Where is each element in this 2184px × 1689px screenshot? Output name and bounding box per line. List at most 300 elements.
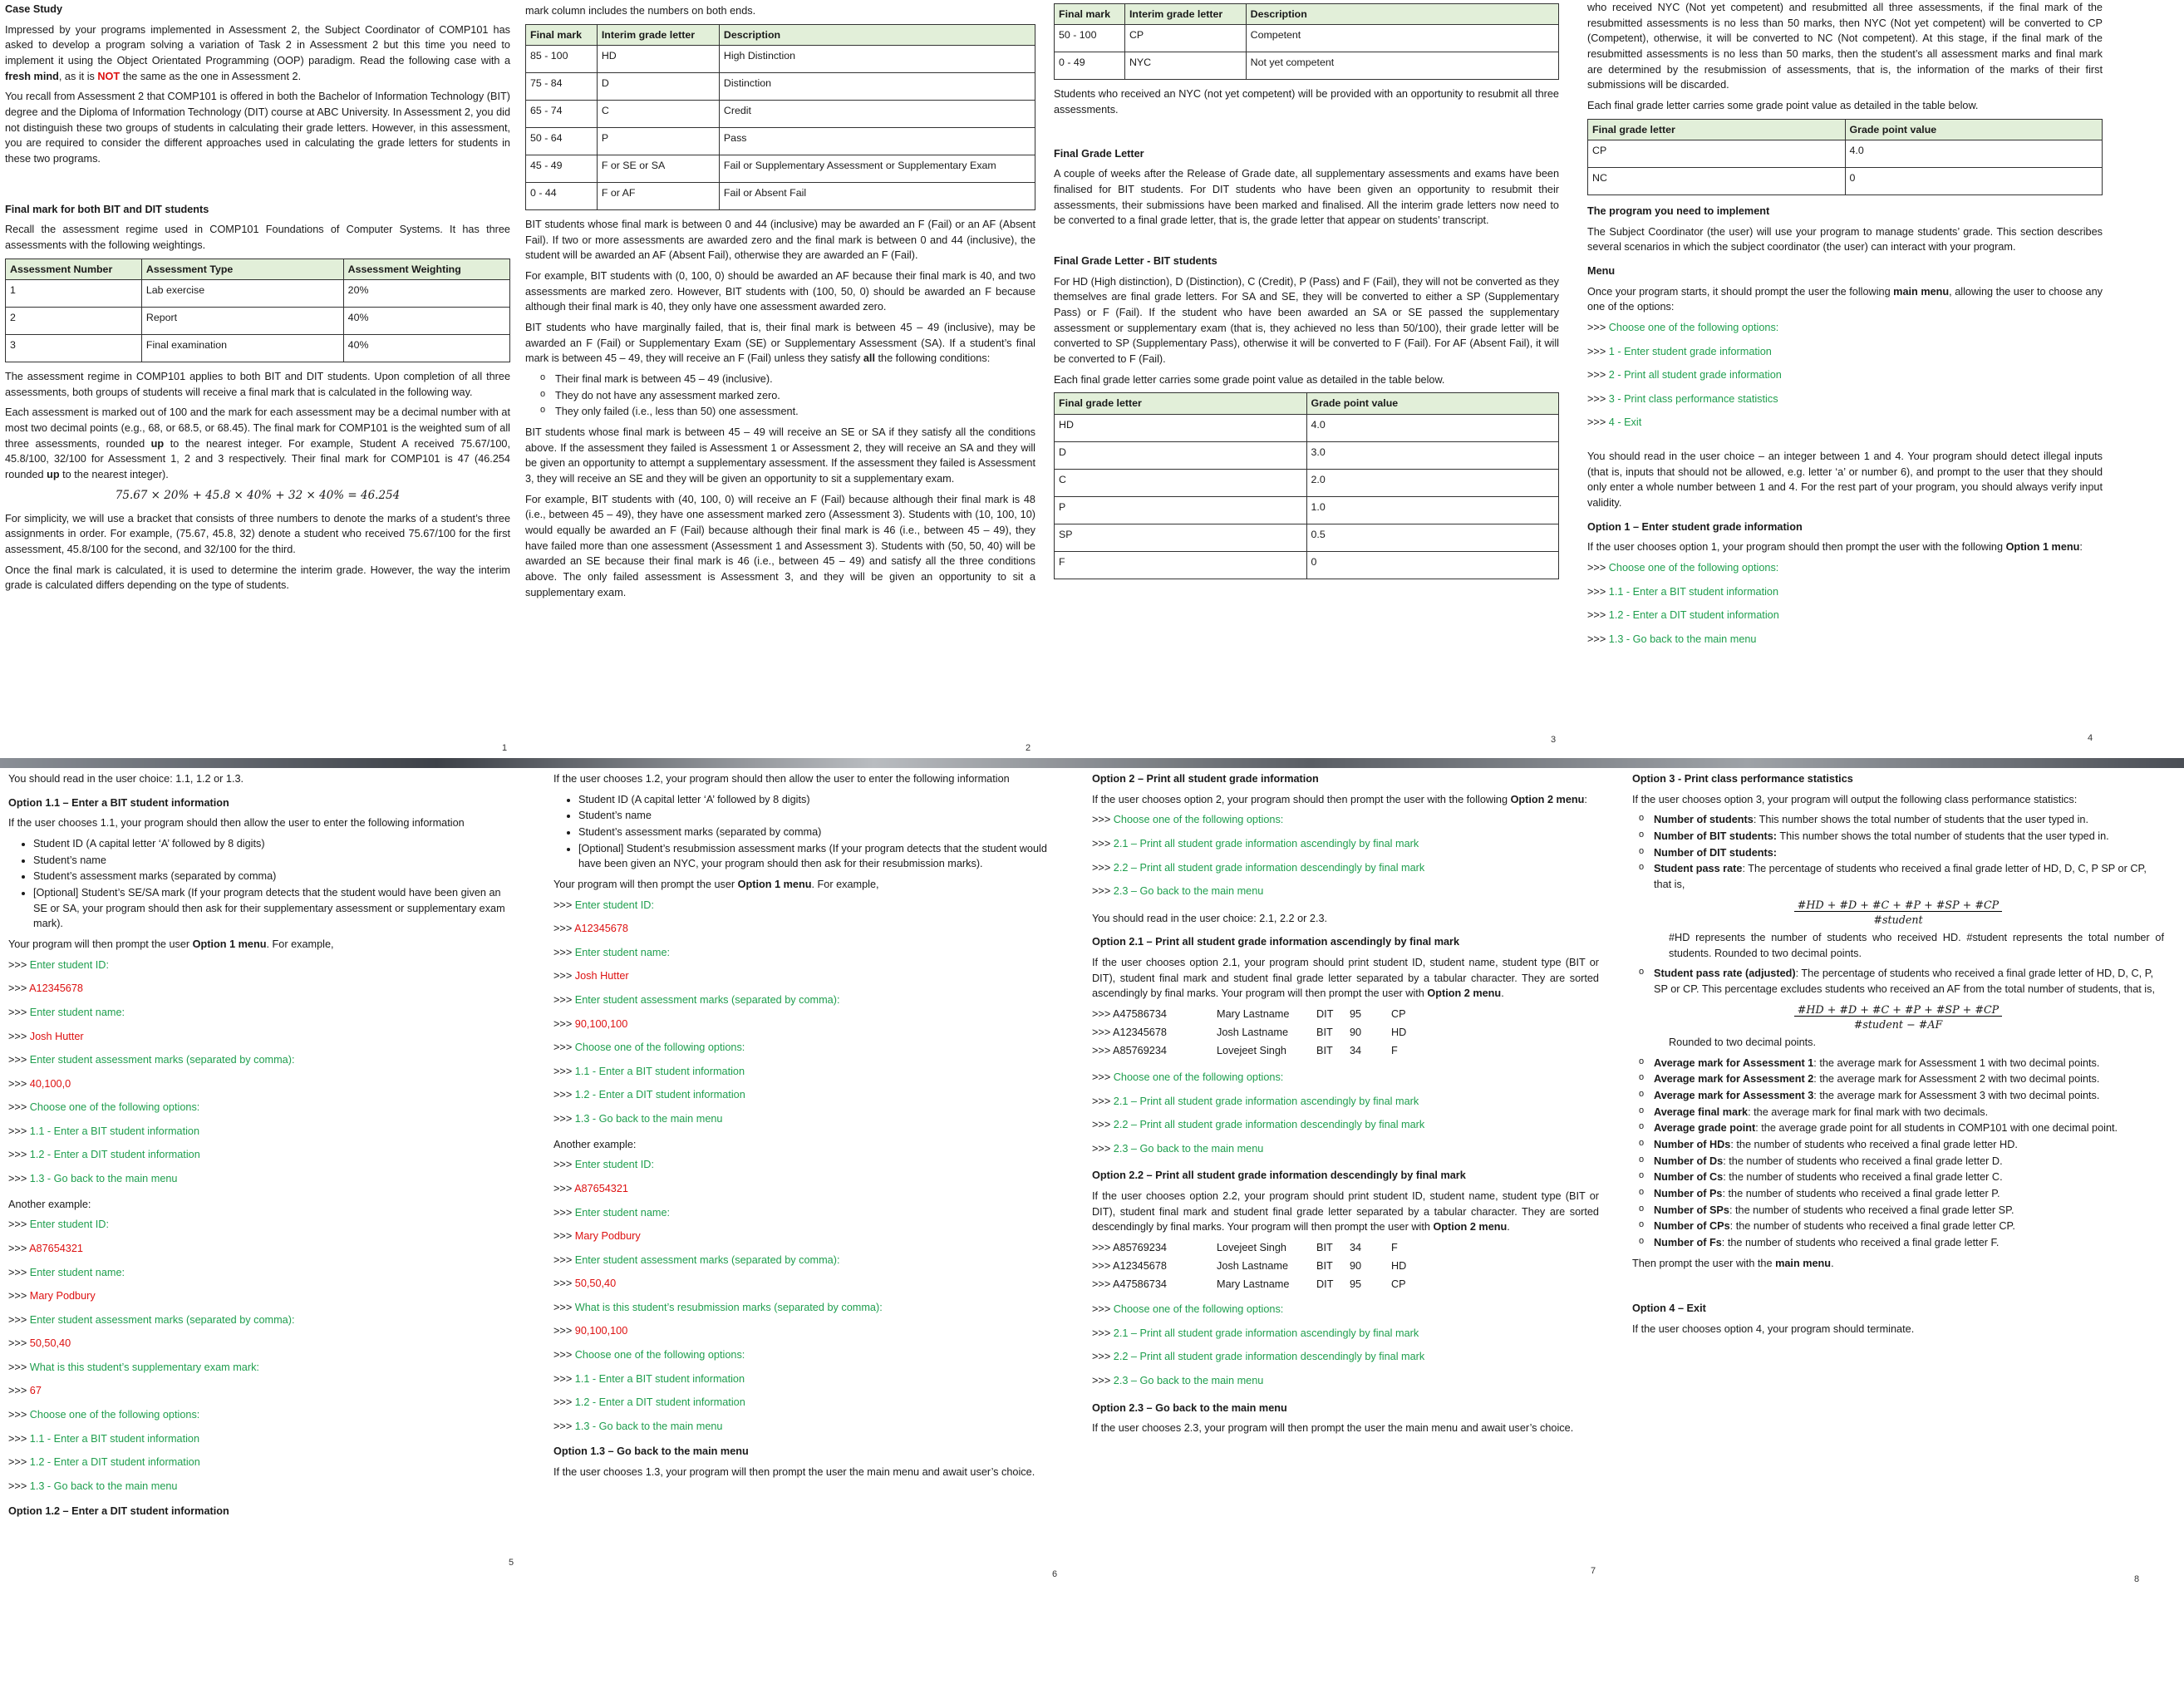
console-line xyxy=(1587,584,2103,608)
stat-desc: : the number of students who received a final grade letter F. xyxy=(1721,1237,2000,1249)
console-prompt: >>> xyxy=(1092,1374,1114,1386)
stat-label: Number of Ps xyxy=(1654,1188,1723,1200)
console-prompt: >>> xyxy=(1587,585,1609,598)
option-2-1-paragraph: If the user chooses option 2.1, your program should print student ID, student name, student type (BIT or DIT), student final mark and student final grade letter separated by a tabular character. They are sorted ascendingly by final marks. Your program will then prompt the user with Option 2 menu. xyxy=(1092,957,1599,1000)
stat-desc: This number shows the total number of students that the user typed in. xyxy=(1777,830,2109,843)
option-1-menu-listing xyxy=(1587,560,2103,655)
console-text: A87654321 xyxy=(574,1182,628,1194)
console-line xyxy=(553,1253,1060,1277)
table-cell: Fail or Absent Fail xyxy=(719,182,1035,209)
console-line xyxy=(8,1455,515,1479)
console-text: Enter student ID: xyxy=(574,1159,654,1171)
output-cell: 34 xyxy=(1350,1045,1362,1057)
page-number: 6 xyxy=(1052,1569,1058,1579)
option-1-2-paragraph: If the user chooses 1.2, your program should then allow the user to enter the following information xyxy=(553,773,1010,785)
console-line xyxy=(553,1040,1060,1064)
stat-item xyxy=(1639,861,2164,892)
table-row xyxy=(1055,25,1559,52)
console-text: A12345678 xyxy=(574,923,628,935)
table-cell: HD xyxy=(1055,414,1307,441)
stat-desc: : the average mark for Assessment 3 with two decimal points. xyxy=(1813,1090,2100,1102)
table-cell: 50 - 100 xyxy=(1055,25,1125,52)
console-text: 1.2 - Enter a DIT student information xyxy=(1608,609,1779,622)
stat-desc: : the number of students who received a final grade letter CP. xyxy=(1729,1220,2015,1233)
stat-item xyxy=(1639,1235,2164,1251)
table-header-cell: Interim grade letter xyxy=(1124,4,1246,25)
console-line xyxy=(553,898,1060,922)
output-cell: Mary Lastname xyxy=(1217,1278,1290,1291)
table-cell: 40% xyxy=(343,307,509,334)
console-text: Enter student assessment marks (separated by comma): xyxy=(29,1313,295,1326)
dit-grade-table xyxy=(1054,3,1559,80)
page-number: 2 xyxy=(1026,743,1031,753)
table-header-row xyxy=(6,259,510,279)
option-3-heading: Option 3 - Print class performance statistics xyxy=(1632,773,1853,785)
console-prompt: >>> xyxy=(8,1149,30,1161)
list-item: • [Optional] Student’s SE/SA mark (If your program detects that the student would have been given an SE or SA, your program should then ask for their supplementary assessment or supplementary exam mark). xyxy=(33,885,515,932)
dit-grade-point-table xyxy=(1587,119,2103,195)
table-cell: 20% xyxy=(343,279,509,307)
console-line xyxy=(8,1217,515,1241)
console-text: 1.2 - Enter a DIT student information xyxy=(29,1456,200,1469)
table-cell: SP xyxy=(1055,524,1307,551)
example-1-listing xyxy=(8,958,515,1195)
console-line xyxy=(8,1076,515,1101)
console-line xyxy=(1092,812,1599,836)
console-line xyxy=(8,1407,515,1431)
dit-info-list xyxy=(578,792,1060,872)
console-text: Mary Podbury xyxy=(574,1230,641,1243)
console-prompt: >>> xyxy=(8,1219,30,1231)
console-line xyxy=(553,1419,1060,1443)
option-1-paragraph: If the user chooses option 1, your program should then prompt the user with the following Option 1 menu: xyxy=(1587,541,2083,554)
console-text: 2 - Print all student grade information xyxy=(1608,369,1782,382)
console-text: A87654321 xyxy=(29,1242,83,1254)
table-header-cell: Description xyxy=(1246,4,1558,25)
console-line xyxy=(8,1147,515,1171)
console-line xyxy=(1092,860,1599,884)
console-line xyxy=(553,945,1060,969)
stat-item xyxy=(1639,812,2164,828)
pass-rate-formula: $\frac{\#HD + \#D + \#C + \#P + \#SP + \#CP}{\text{\#student}}$ xyxy=(1632,898,2164,928)
console-line xyxy=(8,958,515,982)
stat-item xyxy=(1639,845,2164,861)
table-cell: 0 xyxy=(1306,551,1559,579)
page-number: 5 xyxy=(509,1558,514,1568)
gpv-paragraph: Each final grade letter carries some grade point value as detailed in the table below. xyxy=(1054,373,1445,386)
console-text: Choose one of the following options: xyxy=(1113,1303,1284,1316)
bit-af-example: For example, BIT students with (0, 100, 0) should be awarded an AF because their final mark is 40, and two assessments are marked zero. However, BIT students with (100, 50, 0) should be awarded an F because although their final mark is 40, they only have one assessment awarded zero. xyxy=(525,269,1035,313)
table-cell: 1 xyxy=(6,279,142,307)
table-header-cell: Description xyxy=(719,24,1035,45)
stat-item xyxy=(1639,1056,2164,1071)
table-header-row xyxy=(1055,393,1559,414)
console-prompt: >>> xyxy=(1587,561,1609,574)
console-line xyxy=(8,1124,515,1148)
table-row xyxy=(1055,524,1559,551)
console-line xyxy=(8,1171,515,1195)
page-6 xyxy=(545,768,1069,1583)
console-line xyxy=(1092,1070,1599,1094)
console-prompt: >>> xyxy=(8,1242,30,1254)
page-number: 8 xyxy=(2134,1574,2140,1583)
console-text: 1.3 - Go back to the main menu xyxy=(29,1480,178,1492)
top-line: mark column includes the numbers on both ends. xyxy=(525,5,756,17)
list-item: • [Optional] Student’s resubmission assessment marks (If your program detects that the student would have been given an NYC, your program should then ask for their resubmission marks). xyxy=(578,841,1060,872)
stat-desc: : the average grade point for all students in COMP101 with one decimal point. xyxy=(1755,1122,2118,1135)
page-number: 4 xyxy=(2088,733,2093,743)
console-prompt: >>> xyxy=(553,1113,575,1125)
output-cell: Josh Lastname xyxy=(1217,1027,1289,1039)
table-header-cell: Assessment Type xyxy=(141,259,343,279)
console-line xyxy=(1092,1326,1599,1350)
table-row xyxy=(526,155,1035,182)
table-header-row xyxy=(1588,119,2103,140)
console-prompt: >>> xyxy=(553,1182,575,1194)
console-text: 1.1 - Enter a BIT student information xyxy=(29,1125,200,1137)
output-row xyxy=(1092,1277,1599,1295)
stat-item: o Student pass rate (adjusted): The percentage of students who received a final grade letter of HD, D, C, P, SP or CP. This percentage excludes students who received an AF from the total number of students, that is, xyxy=(1639,966,2164,997)
console-line xyxy=(553,1229,1060,1253)
table-cell: Distinction xyxy=(719,72,1035,100)
console-text: Choose one of the following options: xyxy=(1113,1071,1284,1084)
table-cell: Pass xyxy=(719,127,1035,155)
output-cell: DIT xyxy=(1316,1278,1334,1291)
table-cell: P xyxy=(597,127,719,155)
table-cell: Final examination xyxy=(141,334,343,362)
stat-desc: : the number of students who received a final grade letter P. xyxy=(1722,1188,2000,1200)
console-prompt: >>> xyxy=(1587,633,1609,645)
stat-desc: : This number shows the total number of students that the user typed in. xyxy=(1753,814,2089,826)
table-cell: HD xyxy=(597,45,719,72)
console-line xyxy=(1587,560,2103,584)
console-line xyxy=(553,1017,1060,1041)
menu-paragraph: Once your program starts, it should prompt the user the following main menu, allowing the user to choose any one of the options: xyxy=(1587,285,2103,313)
console-text: 1.2 - Enter a DIT student information xyxy=(29,1149,200,1161)
table-cell: 0 - 44 xyxy=(526,182,598,209)
stat-label: Number of Cs xyxy=(1654,1171,1724,1184)
output-cell: Lovejeet Singh xyxy=(1217,1242,1286,1254)
table-row xyxy=(526,100,1035,127)
bit-final-heading: Final Grade Letter - BIT students xyxy=(1054,254,1217,267)
console-prompt: >>> xyxy=(1092,1327,1114,1339)
table-row xyxy=(526,182,1035,209)
console-prompt: >>> xyxy=(553,1017,575,1030)
stat-desc: : The percentage of students who received a final grade letter of HD, D, C, P SP or CP, that is, xyxy=(1654,863,2147,891)
console-text: 1.2 - Enter a DIT student information xyxy=(574,1089,745,1101)
intro-paragraph: Impressed by your programs implemented in Assessment 2, the Subject Coordinator of COMP101 has asked to develop a program solving a variation of Task 2 in Assessment 2 but this time you need to implement it using the Object Orientated Programming (OOP) paradigm. Read the following case with a fresh mind, as it is NOT the same as the one in Assessment 2. xyxy=(5,23,510,82)
console-line xyxy=(1587,608,2103,632)
bit-af-paragraph: BIT students whose final mark is between 0 and 44 (inclusive) may be awarded an F (Fail) or an AF (Absent Fail). If two or more assessments are awarded zero and the final mark is between 0 and 44 (inclusive), the student will be awarded an AF (Absent Fail), otherwise they are awarded an F (Fail). xyxy=(525,218,1035,262)
console-text: 1.3 - Go back to the main menu xyxy=(29,1173,178,1185)
console-text: 67 xyxy=(29,1385,42,1397)
stat-item xyxy=(1639,1071,2164,1087)
bit-final-paragraph: For HD (High distinction), D (Distinction), C (Credit), P (Pass) and F (Fail), they will not be converted as they themselves are final grade letters. For SA and SE, they will be converted to either a SP (Supplementary Pass) or F (Fail). If the student who have been awarded an SA or SE passed the supplementary assessment or supplementary exam (that is, they achieved no less than 50/100), their grade letter will be converted to SP (Supplementary Pass), otherwise it will be converted to F (Fail). For AF (Absent Fail), it will be converted to F (Fail). xyxy=(1054,275,1559,365)
console-text: Enter student name: xyxy=(29,1266,125,1278)
bit-info-list xyxy=(33,836,515,932)
console-text: 50,50,40 xyxy=(574,1278,617,1290)
adjusted-pass-rate xyxy=(1639,966,2164,997)
output-cell: 95 xyxy=(1350,1278,1362,1291)
console-line xyxy=(1092,1117,1599,1141)
table-cell: 4.0 xyxy=(1306,414,1559,441)
console-line xyxy=(1092,1349,1599,1373)
stat-item xyxy=(1639,1154,2164,1169)
se-sa-paragraph: BIT students whose final mark is between 45 – 49 will receive an SE or SA if they satisfy all the conditions above. If the assessment they failed is Assessment 1 or Assessment 2, they will receive an SA and they will be given an opportunity to attempt a supplementary assessment. If the assessment they failed is Assessment 3, they will receive an SE and they will be given an opportunity to sit a supplementary exam. xyxy=(525,426,1035,485)
console-line xyxy=(553,1323,1060,1347)
intro-paragraph-2: You recall from Assessment 2 that COMP101 is offered in both the Bachelor of Information Technology (BIT) degree and the Diploma of Information Technology (DIT) course at ABC University. In Assessment 2, you did not distinguish these two groups of students in calculating their grade letters. However, in this assessment, you are required to consider the different approaches used in calculating the grade letters for students in these two programs. xyxy=(5,91,510,165)
console-line xyxy=(553,921,1060,945)
list-item: • Student ID (A capital letter ‘A’ followed by 8 digits) xyxy=(578,792,1060,808)
console-line xyxy=(8,1336,515,1360)
console-text: 1.1 - Enter a BIT student information xyxy=(1608,585,1779,598)
console-line xyxy=(8,981,515,1005)
console-prompt: >>> xyxy=(8,958,30,971)
stat-item xyxy=(1639,1088,2164,1104)
table-cell: NC xyxy=(1588,167,1846,195)
console-text: 1 - Enter student grade information xyxy=(1608,345,1772,357)
table-row xyxy=(526,72,1035,100)
se-sa-example: For example, BIT students with (40, 100, 0) will receive an F (Fail) because although their final mark is 48 (i.e., between 45 – 49), they have one assessment marked zero (Assessment 3). Students with (10, 100, 10) would equally be awarded an F (Fail) because although their final mark is 46 (i.e., between 45 – 49), they have failed more than one assessment (Assessment 1 and Assessment 3). Students with (50, 50, 40) will be awarded an SE because their final mark is 46 (i.e., between 45 – 49) and satisfy all the three conditions above. The only failed assessment is Assessment 3, and they will be given an opportunity to sit a supplementary exam. xyxy=(525,493,1035,598)
table-header-row xyxy=(1055,4,1559,25)
table-header-cell: Grade point value xyxy=(1306,393,1559,414)
final-mark-formula: 75.67 × 20% + 45.8 × 40% + 32 × 40% = 46.254 xyxy=(115,488,401,502)
output-cell: 95 xyxy=(1350,1008,1362,1021)
console-text: What is this student’s resubmission marks (separated by comma): xyxy=(574,1301,883,1313)
table-cell: Competent xyxy=(1246,25,1558,52)
console-prompt: >>> xyxy=(553,1301,575,1313)
console-line xyxy=(8,1479,515,1503)
console-line xyxy=(553,968,1060,992)
output-cell: 90 xyxy=(1350,1260,1362,1273)
console-prompt: >>> xyxy=(553,1372,575,1385)
table-row xyxy=(526,45,1035,72)
output-cell: F xyxy=(1391,1242,1398,1254)
option-2-3-heading: Option 2.3 – Go back to the main menu xyxy=(1092,1401,1287,1414)
console-text: 1.2 - Enter a DIT student information xyxy=(574,1396,745,1409)
table-row xyxy=(1055,469,1559,496)
output-cell: Josh Lastname xyxy=(1217,1260,1289,1273)
table-header-cell: Grade point value xyxy=(1845,119,2103,140)
console-prompt: >>> xyxy=(553,1230,575,1243)
list-item: • Student’s assessment marks (separated by comma) xyxy=(33,869,515,884)
table-cell: Not yet competent xyxy=(1246,52,1558,80)
table-cell: 45 - 49 xyxy=(526,155,598,182)
table-cell: CP xyxy=(1124,25,1246,52)
console-text: 2.2 – Print all student grade information descendingly by final mark xyxy=(1113,861,1425,874)
prompt-paragraph: Your program will then prompt the user Option 1 menu. For example, xyxy=(553,879,879,891)
stat-label: Average mark for Assessment 2 xyxy=(1654,1073,1814,1086)
stat-label: Average mark for Assessment 1 xyxy=(1654,1056,1814,1069)
final-mark-heading: Final mark for both BIT and DIT students xyxy=(5,203,209,215)
option-1-1-paragraph: If the user chooses 1.1, your program should then allow the user to enter the following information xyxy=(8,817,465,830)
table-cell: F or AF xyxy=(597,182,719,209)
stat-label: Number of BIT students: xyxy=(1654,830,1778,843)
console-text: 50,50,40 xyxy=(29,1337,71,1350)
table-header-cell: Assessment Weighting xyxy=(343,259,509,279)
option-2-3-paragraph: If the user chooses 2.3, your program will then prompt the user the main menu and await user’s choice. xyxy=(1092,1422,1574,1435)
console-prompt: >>> xyxy=(1092,1303,1114,1316)
console-line xyxy=(8,1383,515,1407)
output-cell: CP xyxy=(1391,1008,1406,1021)
stat-label: Number of SPs xyxy=(1654,1204,1729,1216)
list-item: • Student ID (A capital letter ‘A’ followed by 8 digits) xyxy=(33,836,515,852)
case-study-title: Case Study xyxy=(5,3,63,15)
console-prompt: >>> xyxy=(1092,814,1114,826)
stat-item xyxy=(1639,1169,2164,1185)
output-cell: BIT xyxy=(1316,1027,1333,1039)
output-cell: BIT xyxy=(1316,1260,1333,1273)
output-cell: Mary Lastname xyxy=(1217,1008,1290,1021)
table-cell: 40% xyxy=(343,334,509,362)
console-text: Enter student ID: xyxy=(574,899,654,911)
option-2-2-heading: Option 2.2 – Print all student grade information descendingly by final mark xyxy=(1092,1169,1466,1182)
console-prompt: >>> xyxy=(8,1030,30,1042)
table-row xyxy=(1055,496,1559,524)
grade-point-table xyxy=(1054,392,1559,579)
console-line xyxy=(1092,1373,1599,1397)
final-grade-paragraph: A couple of weeks after the Release of Grade date, all supplementary assessments and exams have been finalised for BIT students. For DIT students who have been given an opportunity to resubmit their assessments, their submissions have been marked and finalised. All the interim grade letters now need to be converted to a final grade letter, that is, the grade letter that appear on students’ transcript. xyxy=(1054,168,1559,227)
table-row xyxy=(6,279,510,307)
console-text: Choose one of the following options: xyxy=(574,1349,745,1362)
output-cell: >>> A12345678 xyxy=(1092,1027,1167,1039)
stat-item xyxy=(1639,1137,2164,1153)
table-cell: Fail or Supplementary Assessment or Supplementary Exam xyxy=(719,155,1035,182)
console-text: 2.2 – Print all student grade information descendingly by final mark xyxy=(1113,1119,1425,1131)
stat-label: Number of DIT students: xyxy=(1654,846,1778,859)
console-line xyxy=(1092,1141,1599,1165)
console-prompt: >>> xyxy=(1092,1351,1114,1363)
output-cell: 34 xyxy=(1350,1242,1362,1254)
table-cell: D xyxy=(597,72,719,100)
console-text: 2.1 – Print all student grade information ascendingly by final mark xyxy=(1113,1327,1419,1339)
console-prompt: >>> xyxy=(1587,609,1609,622)
console-text: 2.2 – Print all student grade information descendingly by final mark xyxy=(1113,1351,1425,1363)
table-row xyxy=(1588,167,2103,195)
conditions-list xyxy=(540,372,1035,420)
console-prompt: >>> xyxy=(553,1278,575,1290)
output-cell: DIT xyxy=(1316,1008,1334,1021)
console-prompt: >>> xyxy=(553,1349,575,1362)
console-prompt: >>> xyxy=(1092,1095,1114,1107)
console-prompt: >>> xyxy=(553,1041,575,1054)
bracket-paragraph: For simplicity, we will use a bracket that consists of three numbers to denote the marks of a student’s three assignments in order. For example, (75.67, 45.8, 32) denote a student who received 75.67/100 for the first assessment, 45.8/100 for the second, and 32/100 for the third. xyxy=(5,512,510,555)
table-cell: CP xyxy=(1588,140,1846,167)
console-prompt: >>> xyxy=(8,1266,30,1278)
console-prompt: >>> xyxy=(553,946,575,958)
console-prompt: >>> xyxy=(8,1432,30,1445)
table-cell: High Distinction xyxy=(719,45,1035,72)
output-cell: 90 xyxy=(1350,1027,1362,1039)
console-text: Enter student assessment marks (separated by comma): xyxy=(574,994,840,1007)
console-prompt: >>> xyxy=(8,1101,30,1114)
console-text: Josh Hutter xyxy=(574,970,629,982)
output-cell: BIT xyxy=(1316,1242,1333,1254)
page-number: 7 xyxy=(1591,1566,1596,1576)
descending-output xyxy=(1092,1240,1599,1295)
table-cell: C xyxy=(1055,469,1307,496)
table-cell: C xyxy=(597,100,719,127)
output-row xyxy=(1092,1007,1599,1025)
another-example-label: Another example: xyxy=(8,1198,91,1210)
option-1-heading: Option 1 – Enter student grade information xyxy=(1587,520,1803,533)
console-prompt: >>> xyxy=(553,1206,575,1219)
console-line xyxy=(553,1347,1060,1371)
console-text: 2.3 – Go back to the main menu xyxy=(1113,1142,1264,1155)
page-4 xyxy=(1579,0,2111,758)
option-2-menu-listing xyxy=(1092,812,1599,907)
output-cell: Lovejeet Singh xyxy=(1217,1045,1286,1057)
output-cell: >>> A12345678 xyxy=(1092,1260,1167,1273)
table-cell: D xyxy=(1055,441,1307,469)
console-line xyxy=(1587,367,2103,391)
output-cell: CP xyxy=(1391,1278,1406,1291)
program-heading: The program you need to implement xyxy=(1587,204,1770,217)
stat-label: Number of Fs xyxy=(1654,1237,1722,1249)
console-prompt: >>> xyxy=(8,1006,30,1018)
console-line xyxy=(553,1276,1060,1300)
example-2-listing xyxy=(553,1157,1060,1442)
console-prompt: >>> xyxy=(8,1290,30,1302)
stat-item xyxy=(1639,1186,2164,1202)
console-line xyxy=(553,1300,1060,1324)
page-1 xyxy=(0,0,515,758)
console-prompt: >>> xyxy=(1092,1119,1114,1131)
option-1-3-heading: Option 1.3 – Go back to the main menu xyxy=(553,1445,749,1458)
console-text: 1.1 - Enter a BIT student information xyxy=(29,1432,200,1445)
table-header-cell: Assessment Number xyxy=(6,259,142,279)
console-prompt: >>> xyxy=(553,970,575,982)
adjusted-pass-rate-formula: $\frac{\#HD + \#D + \#C + \#P + \#SP + \#CP}{\text{\#student − \#AF}}$ xyxy=(1632,1002,2164,1033)
console-line xyxy=(553,1371,1060,1396)
console-prompt: >>> xyxy=(553,1089,575,1101)
output-row xyxy=(1092,1240,1599,1258)
stat-desc: : the average mark for final mark with two decimals. xyxy=(1748,1105,1989,1118)
console-text: Enter student name: xyxy=(574,1206,671,1219)
read-choice-paragraph: You should read in the user choice – an integer between 1 and 4. Your program should detect illegal inputs (that is, inputs that should not be allowed, e.g. letter ‘a’ or number 6), and prompt to the user that they should only enter a whole number between 1 and 4. For the rest part of your program, you should always verify input validity. xyxy=(1587,450,2103,509)
table-cell: 2 xyxy=(6,307,142,334)
console-line xyxy=(1092,1094,1599,1118)
console-prompt: >>> xyxy=(8,1054,30,1066)
table-header-cell: Final grade letter xyxy=(1055,393,1307,414)
console-text: 2.3 – Go back to the main menu xyxy=(1113,1374,1264,1386)
console-line xyxy=(553,1181,1060,1205)
list-item: o Their final mark is between 45 – 49 (inclusive). xyxy=(540,372,1035,387)
page-number: 1 xyxy=(502,743,508,753)
stat-label: Number of students xyxy=(1654,814,1754,826)
console-line xyxy=(8,1265,515,1289)
console-text: 2.3 – Go back to the main menu xyxy=(1113,885,1264,898)
console-line xyxy=(553,1157,1060,1181)
option-2-2-paragraph: If the user chooses option 2.2, your program should print student ID, student name, student type (BIT or DIT), student final mark and student final grade letter separated by a tabular character. They are sorted descendingly by final marks. Your program will then prompt the user with Option 2 menu. xyxy=(1092,1190,1599,1234)
console-prompt: >>> xyxy=(553,1325,575,1337)
output-cell: BIT xyxy=(1316,1045,1333,1057)
console-line xyxy=(553,1205,1060,1229)
output-cell: HD xyxy=(1391,1260,1407,1273)
console-text: 40,100,0 xyxy=(29,1077,71,1090)
console-prompt: >>> xyxy=(1092,885,1114,898)
table-row xyxy=(1055,551,1559,579)
output-row xyxy=(1092,1043,1599,1061)
stats-list-2 xyxy=(1639,1056,2164,1251)
table-row xyxy=(1055,441,1559,469)
console-text: Choose one of the following options: xyxy=(29,1101,200,1114)
console-text: Enter student ID: xyxy=(29,958,109,971)
output-cell: HD xyxy=(1391,1027,1407,1039)
console-text: 90,100,100 xyxy=(574,1325,628,1337)
regime-paragraph: The assessment regime in COMP101 applies to both BIT and DIT students. Upon completion of all three assessments, both groups of students will receive a final mark that is calculated in the following way. xyxy=(5,370,510,398)
console-line xyxy=(553,1087,1060,1111)
